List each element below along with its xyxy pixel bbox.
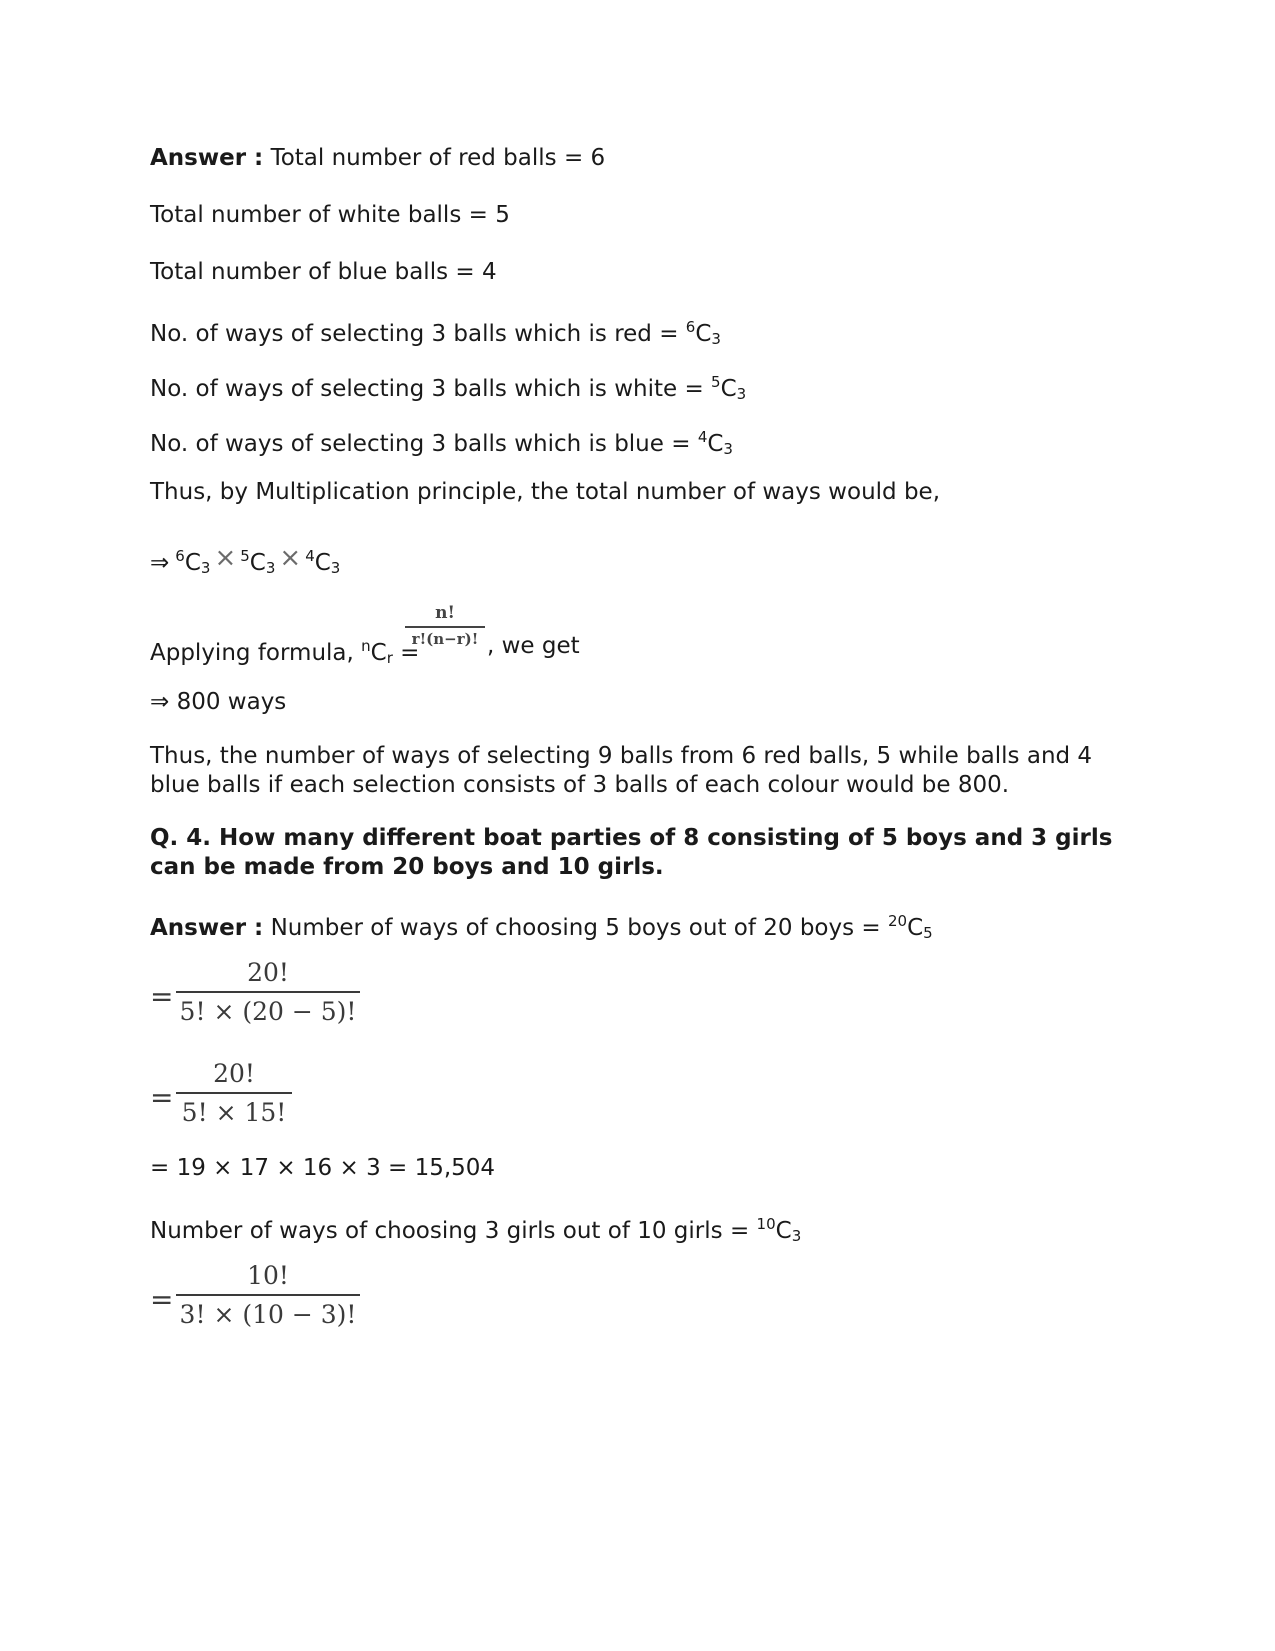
product-t2-sub: 3	[265, 559, 276, 577]
boys-c: C	[907, 915, 924, 941]
formula-line	[150, 632, 419, 672]
girls-c: C	[775, 1218, 792, 1244]
answer-label: Answer :	[150, 915, 264, 941]
fraction-2-numerator: 20!	[213, 1059, 255, 1088]
ways-white-line	[150, 368, 746, 408]
product-t1-sup: 6	[175, 547, 185, 565]
formula-n-sup: n	[361, 637, 371, 655]
boys-sup: 20	[888, 912, 908, 930]
product-t2-sup: 5	[240, 547, 250, 565]
ways-white-sub: 3	[736, 385, 747, 403]
ways-red-sup: 6	[685, 318, 696, 336]
product-t3-c: C	[314, 550, 331, 576]
fraction-3-denominator: 3! × (10 − 3)!	[179, 1300, 357, 1329]
ways-red-c: C	[695, 321, 712, 347]
fraction-1-denominator: 5! × (20 − 5)!	[179, 997, 357, 1026]
result-line: ⇒ 800 ways	[150, 689, 287, 715]
ways-blue-sup: 4	[697, 428, 708, 446]
boys-text: Number of ways of choosing 5 boys out of 20 boys =	[263, 915, 888, 941]
implies-arrow: ⇒	[150, 550, 170, 576]
formula-r-sub: r	[386, 649, 393, 667]
ways-red-text: No. of ways of selecting 3 balls which is red =	[150, 321, 686, 347]
product-t2-c: C	[249, 550, 266, 576]
ways-red-sub: 3	[711, 330, 721, 348]
answer-red-line	[150, 144, 605, 172]
formula-fraction	[405, 602, 485, 648]
ways-white-text: No. of ways of selecting 3 balls which is white =	[150, 376, 712, 402]
fraction-1-numerator: 20!	[247, 958, 289, 987]
ways-blue-sub: 3	[723, 440, 733, 458]
ways-blue-c: C	[707, 431, 724, 457]
ways-red-line	[150, 313, 721, 353]
ways-white-c: C	[720, 376, 737, 402]
fraction-3-body	[176, 1261, 360, 1329]
times-sign: ×	[279, 543, 302, 573]
fraction-2-equals: =	[150, 1081, 174, 1114]
formula-suffix: , we get	[487, 633, 580, 659]
formula-numerator: n!	[435, 603, 455, 623]
answer-label: Answer :	[150, 145, 264, 171]
fraction-1-body	[176, 958, 360, 1026]
girls-sup: 10	[756, 1215, 776, 1233]
formula-denominator: r!(n−r)!	[411, 630, 479, 648]
white-balls-line: Total number of white balls = 5	[150, 202, 510, 228]
boys-sub: 5	[923, 924, 933, 942]
product-t1-sub: 3	[200, 559, 211, 577]
blue-balls-line: Total number of blue balls = 4	[150, 259, 497, 285]
girls-sub: 3	[791, 1227, 802, 1245]
fraction-bar	[405, 626, 485, 628]
question-4: Q. 4. How many different boat parties of 8 consisting of 5 boys and 3 girls can be made from 20 boys and 10 girls.	[150, 825, 1113, 880]
ways-blue-text: No. of ways of selecting 3 balls which is blue =	[150, 431, 698, 457]
red-balls-text: Total number of red balls = 6	[263, 145, 606, 171]
formula-prefix: Applying formula,	[150, 640, 362, 666]
girls-line	[150, 1210, 801, 1250]
ways-blue-line	[150, 423, 733, 463]
fraction-3-equals: =	[150, 1283, 174, 1316]
formula-eq: =	[392, 640, 420, 666]
ways-white-sup: 5	[711, 373, 721, 391]
fraction-2-body	[176, 1059, 292, 1127]
product-t3-sub: 3	[330, 559, 341, 577]
product-t3-sup: 4	[305, 547, 315, 565]
times-sign: ×	[214, 543, 237, 573]
conclusion-paragraph: Thus, the number of ways of selecting 9 balls from 6 red balls, 5 while balls and 4 blue balls if each selection consists of 3 balls of each colour would be 800.	[150, 743, 1093, 798]
fraction-2-denominator: 5! × 15!	[181, 1098, 287, 1127]
fraction-3-numerator: 10!	[247, 1261, 289, 1290]
formula-c: C	[370, 640, 387, 666]
boys-result-line: = 19 × 17 × 16 × 3 = 15,504	[150, 1155, 496, 1181]
girls-text: Number of ways of choosing 3 girls out of 10 girls =	[150, 1218, 757, 1244]
principle-line: Thus, by Multiplication principle, the total number of ways would be,	[150, 479, 941, 505]
product-line	[150, 542, 340, 582]
fraction-1-equals: =	[150, 980, 174, 1013]
answer4-boys-line	[150, 907, 933, 947]
product-t1-c: C	[184, 550, 201, 576]
